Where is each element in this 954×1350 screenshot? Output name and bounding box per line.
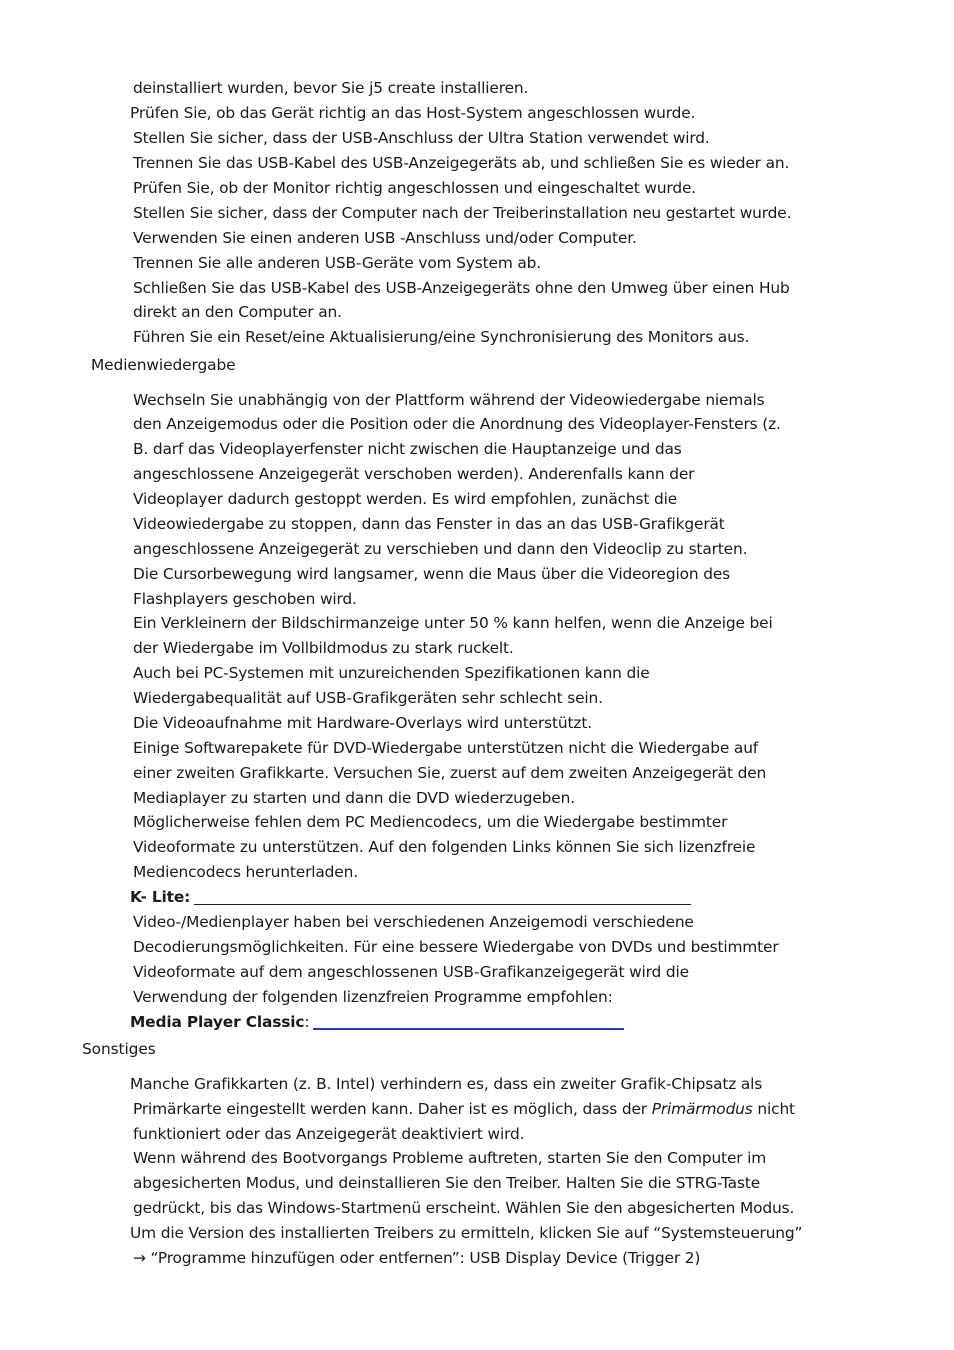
paragraph-line: [133, 1097, 795, 1121]
paragraph-line: Verwendung der folgenden lizenzfreien Programme empfohlen:: [133, 988, 613, 1006]
paragraph-line: Videoplayer dadurch gestoppt werden. Es wird empfohlen, zunächst die: [133, 490, 678, 508]
paragraph-line: Trennen Sie das USB-Kabel des USB-Anzeigegeräts ab, und schließen Sie es wieder an.: [133, 154, 790, 172]
paragraph-line: Manche Grafikkarten (z. B. Intel) verhindern es, dass ein zweiter Grafik-Chipsatz als: [130, 1075, 763, 1093]
paragraph-line: B. darf das Videoplayerfenster nicht zwischen die Hauptanzeige und das: [133, 440, 682, 458]
paragraph-line: Flashplayers geschoben wird.: [133, 590, 357, 608]
paragraph-line: den Anzeigemodus oder die Position oder die Anordnung des Videoplayer-Fensters (z.: [133, 415, 781, 433]
paragraph-line: Um die Version des installierten Treibers zu ermitteln, klicken Sie auf “Systemsteuerung”: [130, 1224, 803, 1242]
primary-mode-term: Primärmodus: [651, 1100, 753, 1118]
paragraph-line: funktioniert oder das Anzeigegerät deaktiviert wird.: [133, 1125, 525, 1143]
paragraph-line: Die Videoaufnahme mit Hardware-Overlays wird unterstützt.: [133, 714, 592, 732]
paragraph-line: Decodierungsmöglichkeiten. Für eine bessere Wiedergabe von DVDs und bestimmter: [133, 938, 779, 956]
paragraph-line: Möglicherweise fehlen dem PC Mediencodecs, um die Wiedergabe bestimmter: [133, 813, 728, 831]
paragraph-line: Die Cursorbewegung wird langsamer, wenn die Maus über die Videoregion des: [133, 565, 731, 583]
text-span: nicht: [752, 1100, 795, 1118]
mpc-label: Media Player Classic: [130, 1013, 305, 1031]
paragraph-line: Wechseln Sie unabhängig von der Plattform während der Videowiedergabe niemals: [133, 391, 765, 409]
mpc-link-row: [130, 1010, 624, 1034]
paragraph-line: Videoformate zu unterstützen. Auf den folgenden Links können Sie sich lizenzfreie: [133, 838, 756, 856]
section-heading-other: Sonstiges: [82, 1040, 156, 1058]
paragraph-line: Mediaplayer zu starten und dann die DVD wiederzugeben.: [133, 789, 575, 807]
paragraph-line: Ein Verkleinern der Bildschirmanzeige unter 50 % kann helfen, wenn die Anzeige bei: [133, 614, 773, 632]
paragraph-line: Wenn während des Bootvorgangs Probleme auftreten, starten Sie den Computer im: [133, 1149, 767, 1167]
mpc-link[interactable]: [313, 1028, 624, 1030]
paragraph-line: der Wiedergabe im Vollbildmodus zu stark ruckelt.: [133, 639, 514, 657]
section-heading-media: Medienwiedergabe: [91, 356, 236, 374]
paragraph-line: Trennen Sie alle anderen USB-Geräte vom System ab.: [133, 254, 542, 272]
paragraph-line: Führen Sie ein Reset/eine Aktualisierung/eine Synchronisierung des Monitors aus.: [133, 328, 750, 346]
paragraph-line: Videowiedergabe zu stoppen, dann das Fenster in das an das USB-Grafikgerät: [133, 515, 725, 533]
klite-link[interactable]: [194, 904, 691, 905]
paragraph-line: Mediencodecs herunterladen.: [133, 863, 358, 881]
paragraph-line: deinstalliert wurden, bevor Sie j5 create installieren.: [133, 79, 529, 97]
paragraph-line: direkt an den Computer an.: [133, 303, 342, 321]
paragraph-line: Video-/Medienplayer haben bei verschiedenen Anzeigemodi verschiedene: [133, 913, 694, 931]
paragraph-line: Prüfen Sie, ob das Gerät richtig an das Host-System angeschlossen wurde.: [130, 104, 696, 122]
paragraph-line: Stellen Sie sicher, dass der Computer nach der Treiberinstallation neu gestartet wurde.: [133, 204, 792, 222]
paragraph-line: Wiedergabequalität auf USB-Grafikgeräten sehr schlecht sein.: [133, 689, 603, 707]
paragraph-line: Videoformate auf dem angeschlossenen USB-Grafikanzeigegerät wird die: [133, 963, 689, 981]
paragraph-line: angeschlossene Anzeigegerät verschoben werden). Anderenfalls kann der: [133, 465, 695, 483]
paragraph-line: einer zweiten Grafikkarte. Versuchen Sie, zuerst auf dem zweiten Anzeigegerät den: [133, 764, 767, 782]
paragraph-line: angeschlossene Anzeigegerät zu verschieben und dann den Videoclip zu starten.: [133, 540, 748, 558]
paragraph-line: Schließen Sie das USB-Kabel des USB-Anzeigegeräts ohne den Umweg über einen Hub: [133, 279, 790, 297]
paragraph-line: Verwenden Sie einen anderen USB -Anschluss und/oder Computer.: [133, 229, 637, 247]
klite-label: K- Lite:: [130, 888, 191, 906]
paragraph-line: Auch bei PC-Systemen mit unzureichenden Spezifikationen kann die: [133, 664, 650, 682]
paragraph-line: Prüfen Sie, ob der Monitor richtig angeschlossen und eingeschaltet wurde.: [133, 179, 697, 197]
paragraph-line: Stellen Sie sicher, dass der USB-Anschluss der Ultra Station verwendet wird.: [133, 129, 710, 147]
klite-link-row: [130, 885, 691, 909]
paragraph-line: gedrückt, bis das Windows-Startmenü erscheint. Wählen Sie den abgesicherten Modus.: [133, 1199, 795, 1217]
paragraph-line: → “Programme hinzufügen oder entfernen”: USB Display Device (Trigger 2): [133, 1249, 701, 1267]
text-span: Primärkarte eingestellt werden kann. Daher ist es möglich, dass der: [133, 1100, 652, 1118]
paragraph-line: Einige Softwarepakete für DVD-Wiedergabe unterstützen nicht die Wiedergabe auf: [133, 739, 759, 757]
mpc-colon: :: [304, 1013, 310, 1031]
paragraph-line: abgesicherten Modus, und deinstallieren Sie den Treiber. Halten Sie die STRG-Taste: [133, 1174, 761, 1192]
